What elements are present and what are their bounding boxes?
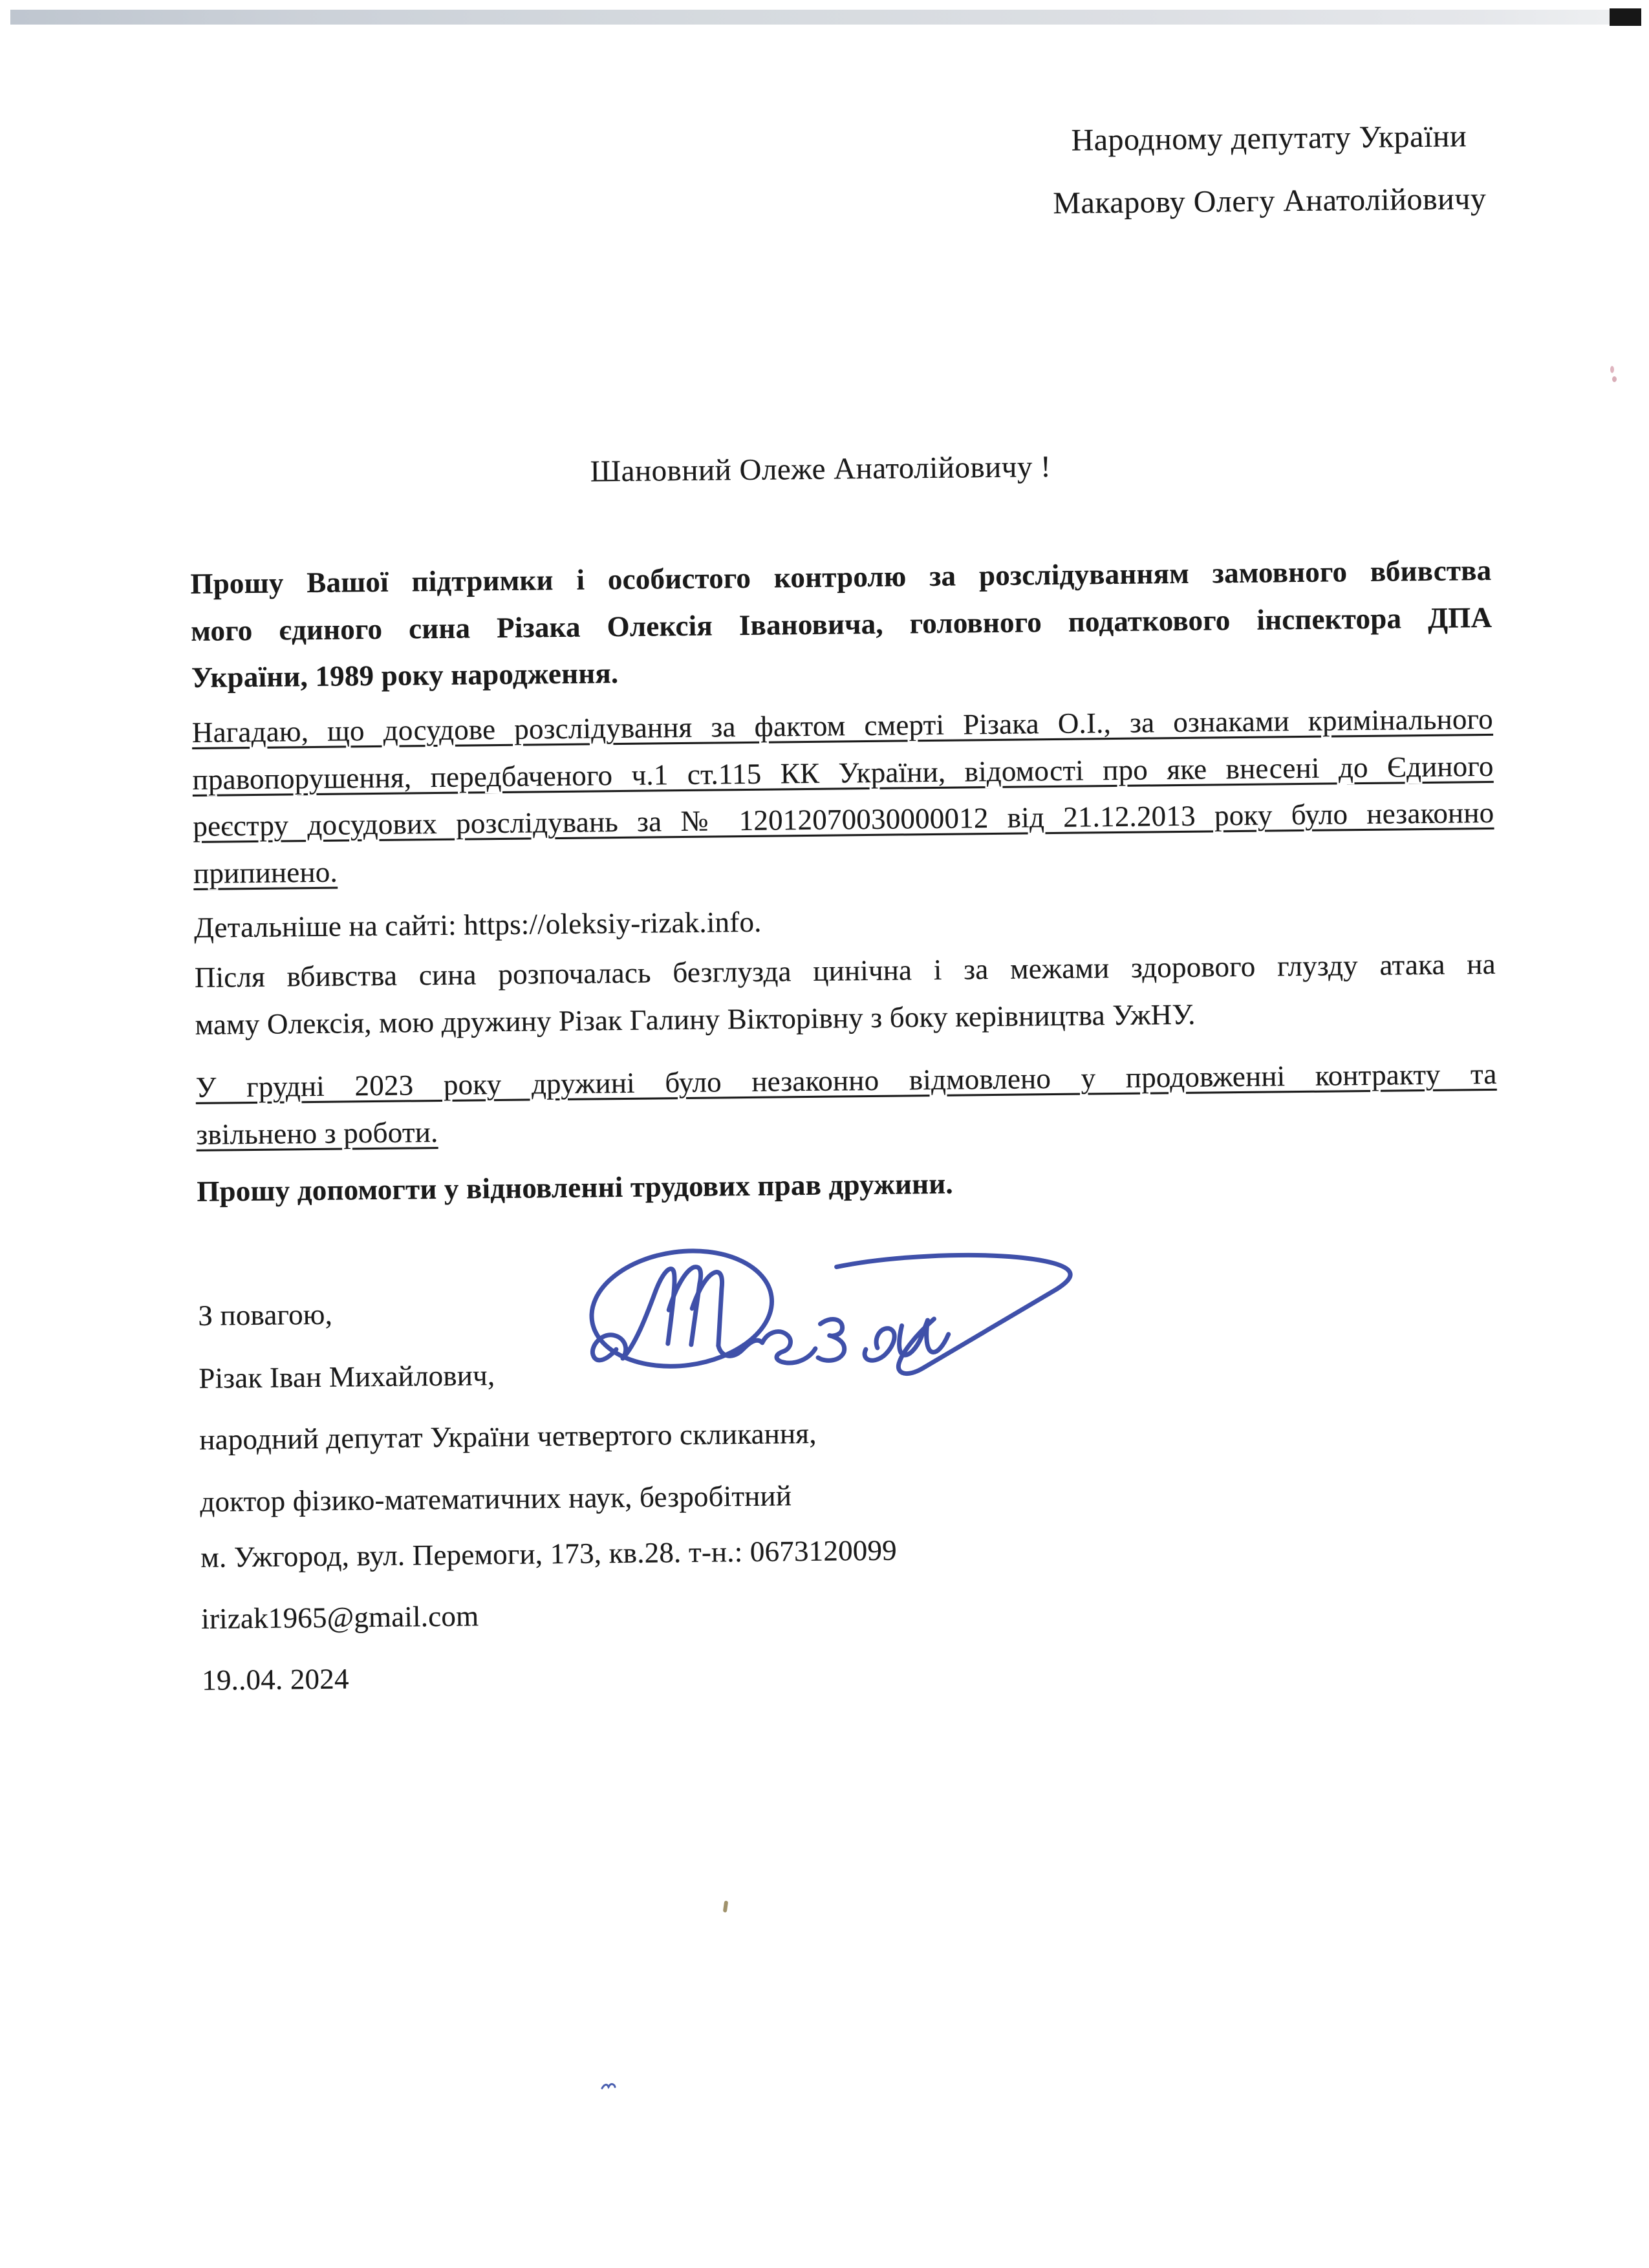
website-text: Детальніше на сайті: https://oleksiy-rizak.info. xyxy=(193,905,762,944)
paragraph-line: правопорушення, передбаченого ч.1 ст.115 КК України, відомості про яке внесені до Єдиного xyxy=(192,749,1494,796)
paragraph-line: Нагадаю, що досудове розслідування за фактом смерті Різака О.І., за ознаками кримінального xyxy=(191,702,1494,749)
paragraph-line: У грудні 2023 року дружині було незаконно відмовлено у продовженні контракту та xyxy=(195,1057,1497,1104)
salutation: Шановний Олеже Анатолійовичу ! xyxy=(590,450,1051,489)
paragraph-line: Прошу Вашої підтримки і особистого контролю за розслідуванням замовного вбивства xyxy=(190,553,1492,600)
sender-email: irizak1965@gmail.com xyxy=(200,1599,479,1635)
signature-ink xyxy=(572,1236,1097,1386)
paragraph-line: Після вбивства сина розпочалась безглузда цинічна і за межами здорового глузду атака на xyxy=(194,947,1496,994)
recipient-line: Макарову Олегу Анатолійовичу xyxy=(1053,181,1487,220)
sender-name: Різак Іван Михайлович, xyxy=(199,1359,495,1395)
paragraph-line: мого єдиного сина Різака Олексія Івановича, головного податкового інспектора ДПА xyxy=(190,601,1493,647)
recipient-block xyxy=(1010,104,1529,235)
paragraph-wife-attack xyxy=(194,941,1496,1048)
paragraph-line: звільнено з роботи. xyxy=(196,1115,438,1151)
sender-title-doctor: доктор фізико-математичних наук, безробітний xyxy=(200,1479,792,1518)
sender-title-deputy: народний депутат України четвертого скликання, xyxy=(199,1417,817,1456)
sender-address-phone: м. Ужгород, вул. Перемоги, 173, кв.28. т-н.: 0673120099 xyxy=(200,1534,898,1574)
closing-respectfully: З повагою, xyxy=(198,1298,333,1332)
recipient-line: Народному депутату України xyxy=(1071,119,1467,158)
paragraph-contract-termination xyxy=(195,1051,1497,1158)
paragraph-line: України, 1989 року народження. xyxy=(191,657,619,694)
paragraph-request-investigation xyxy=(190,547,1493,701)
paragraph-line: припинено. xyxy=(193,855,338,890)
paragraph-line: маму Олексія, мою дружину Різак Галину Вікторівну з боку керівництва УжНУ. xyxy=(195,998,1196,1041)
paragraph-help-request xyxy=(197,1155,1498,1215)
paragraph-line: Прошу допомогти у відновленні трудових прав дружини. xyxy=(197,1167,954,1208)
letter-date: 19..04. 2024 xyxy=(201,1662,349,1696)
paragraph-case-details xyxy=(192,696,1495,897)
paragraph-line: реєстру досудових розслідувань за № 12012070030000012 від 21.12.2013 року було незаконно xyxy=(193,796,1494,842)
